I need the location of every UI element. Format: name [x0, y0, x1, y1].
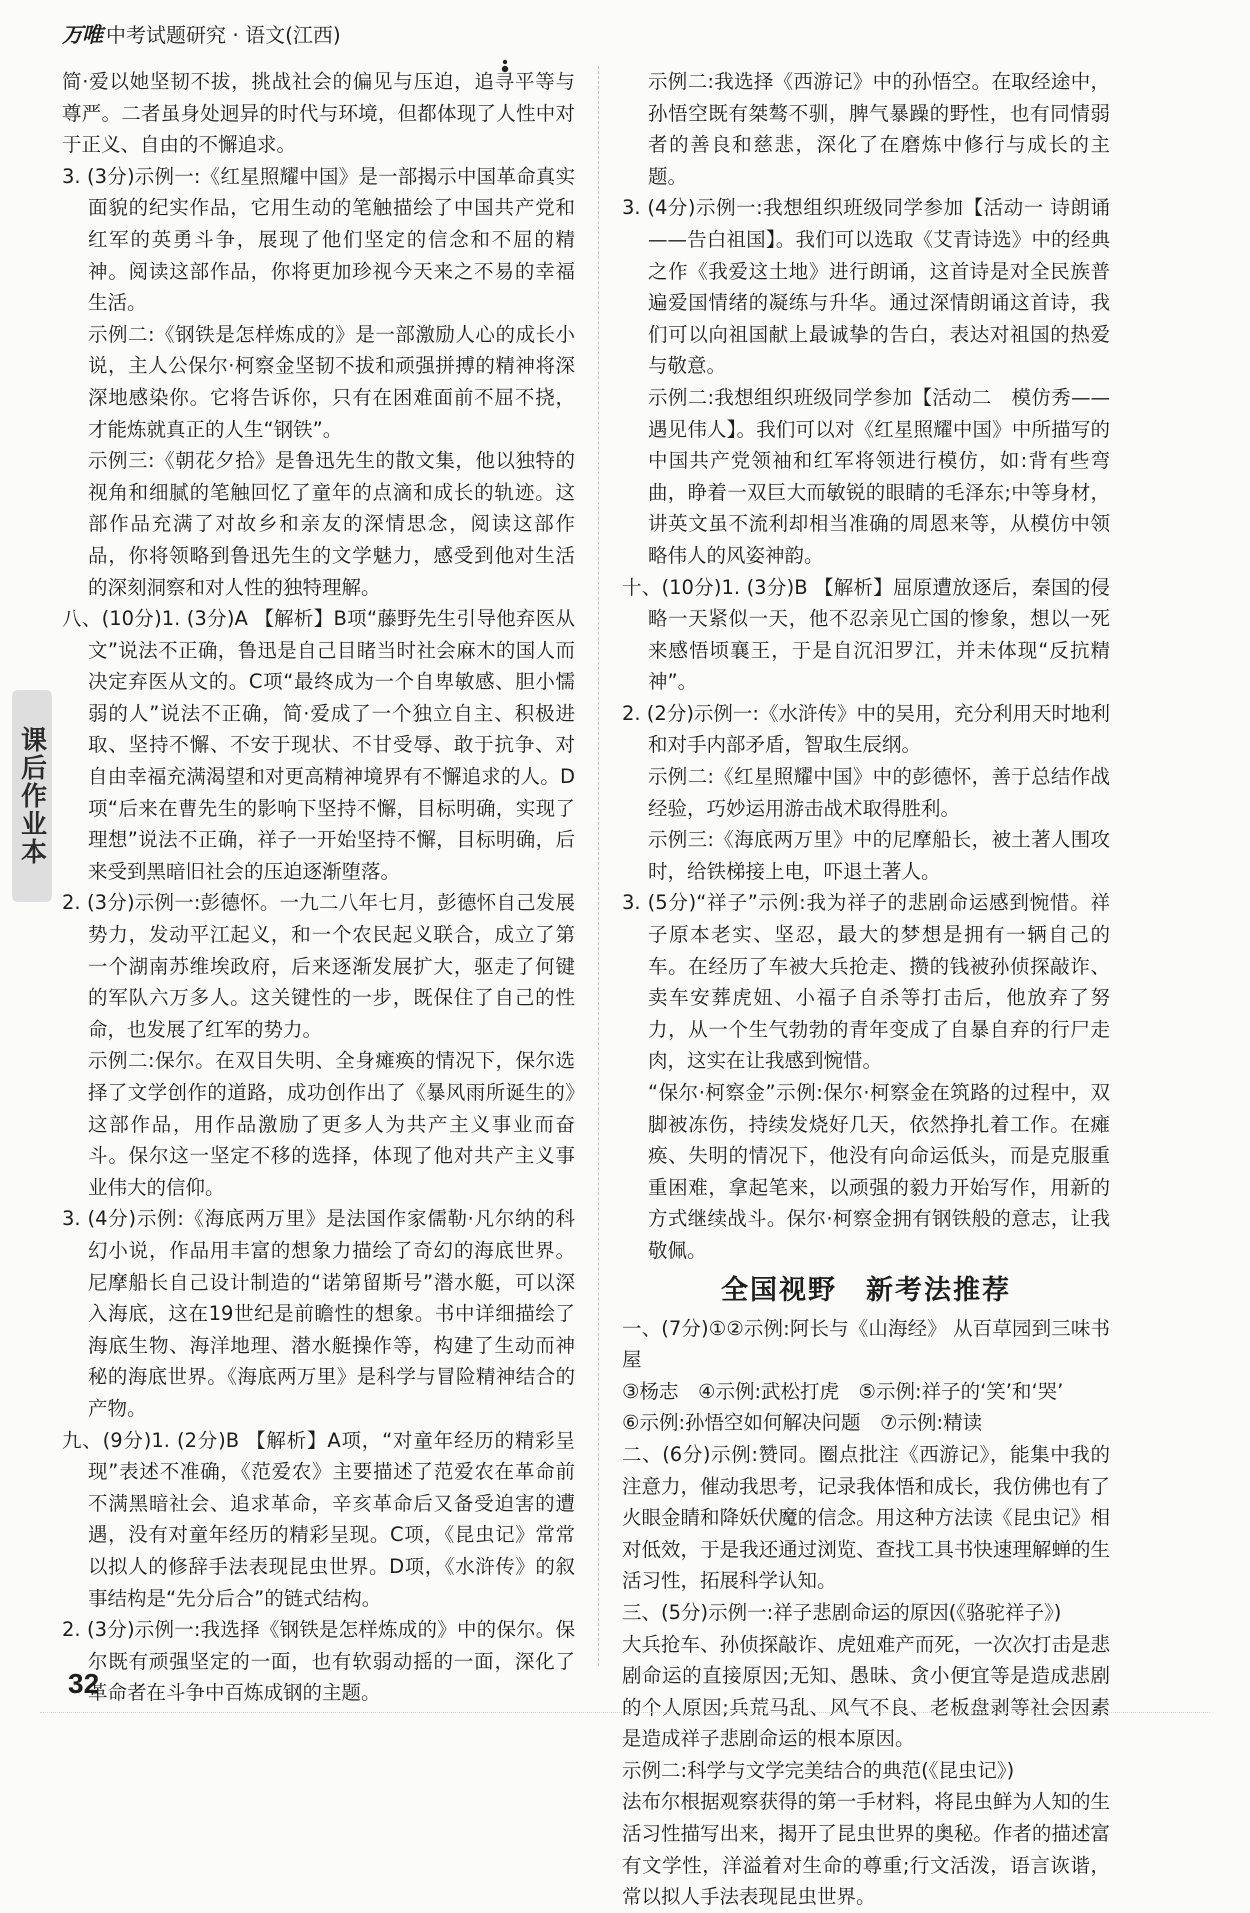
page-number: 32	[68, 1668, 100, 1699]
answer-paragraph: 示例三:《海底两万里》中的尼摩船长，被土著人围攻时，给铁梯接上电，吓退土著人。	[648, 828, 1110, 883]
answer-paragraph: 3. (4分)示例一:我想组织班级同学参加【活动一 诗朗诵——告白祖国】。我们可以选取《艾青诗选》中的经典之作《我爱这土地》进行朗诵，这首诗是对全民族普遍爱国情绪的凝练与升华。通过深情朗诵这首诗，我们可以向祖国献上最诚挚的告白，表达对祖国的热爱与敬意。	[622, 196, 1110, 378]
answer-paragraph: 示例三:《朝花夕拾》是鲁迅先生的散文集，他以独特的视角和细腻的笔触回忆了童年的点滴和成长的轨迹。这部作品充满了对故乡和亲友的深情思念，阅读这部作品，你将领略到鲁迅先生的文学魅力，感受到他对生活的深刻洞察和对人性的独特理解。	[88, 449, 575, 599]
answer-paragraph: 一、(7分)①②示例:阿长与《山海经》 从百草园到三味书屋	[622, 1316, 1110, 1372]
answer-paragraph: 3. (3分)示例一:《红星照耀中国》是一部揭示中国革命真实面貌的纪实作品，它用生动的笔触描绘了中国共产党和红军的英勇斗争，展现了他们坚定的信念和不屈的精神。阅读这部作品，你将更加珍视今天来之不易的幸福生活。	[62, 164, 575, 315]
answer-paragraph: 八、(10分)1. (3分)A 【解析】B项“藤野先生引导他弃医从文”说法不正确，鲁迅是自己目睹当时社会麻木的国人而决定弃医从文的。C项“最终成为一个自卑敏感、胆小懦弱的人”说法不正确，简·爱成了一个独立自主、积极进取、坚持不懈、不安于现状、不甘受辱、敢于抗争、对自由幸福充满渴望和对更高精神境界有不懈追求的人。D项“后来在曹先生的影响下坚持不懈，目标明确，实现了理想”说法不正确，祥子一开始坚持不懈，目标明确，后来受到黑暗旧社会的压迫逐渐堕落。	[62, 607, 575, 883]
answer-paragraph: 十、(10分)1. (3分)B 【解析】屈原遭放逐后，秦国的侵略一天紧似一天，他不忍亲见亡国的惨象，想以一死来感悟顷襄王，于是自沉汨罗江，并未体现“反抗精神”。	[622, 575, 1110, 694]
answer-paragraph: 2. (3分)示例一:彭德怀。一九二八年七月，彭德怀自己发展势力，发动平江起义，和一个农民起义联合，成立了第一个湖南苏维埃政府，后来逐渐发展扩大，驱走了何键的军队六万多人。这关键性的一步，既保住了自己的性命，也发展了红军的势力。	[62, 891, 575, 1041]
answer-paragraph: 大兵抢车、孙侦探敲诈、虎妞难产而死，一次次打击是悲剧命运的直接原因;无知、愚昧、贪小便宜等是造成悲剧的个人原因;兵荒马乱、风气不良、老板盘剥等社会因素是造成祥子悲剧命运的根本原因。	[622, 1632, 1110, 1751]
page-header	[62, 20, 622, 50]
side-tab-label: 课后作业本	[16, 726, 47, 866]
right-column	[622, 66, 1110, 1913]
header-title: 中考试题研究 · 语文(江西)	[106, 23, 341, 47]
answer-paragraph: 示例二:我选择《西游记》中的孙悟空。在取经途中，孙悟空既有桀骜不驯，脾气暴躁的野性，也有同情弱者的善良和慈悲，深化了在磨炼中修行与成长的主题。	[648, 70, 1110, 188]
right-column-new-methods	[622, 1313, 1110, 1913]
answer-paragraph: 九、(9分)1. (2分)B 【解析】A项，“对童年经历的精彩呈现”表述不准确，《范爱农》主要描述了范爱农在革命前不满黑暗社会、追求革命，辛亥革命后又备受迫害的遭遇，没有对童年经历的精彩呈现。C项，《昆虫记》常常以拟人的修辞手法表现昆虫世界。D项，《水浒传》的叙事结构是“先分后合”的链式结构。	[62, 1428, 575, 1610]
column-divider	[598, 66, 599, 1666]
right-column-answers	[622, 66, 1110, 1267]
answer-paragraph: 示例二:《红星照耀中国》中的彭德怀，善于总结作战经验，巧妙运用游击战术取得胜利。	[648, 765, 1110, 820]
left-column	[62, 66, 575, 1709]
answer-paragraph: 2. (2分)示例一:《水浒传》中的吴用，充分利用天时地利和对手内部矛盾，智取生辰纲。	[622, 701, 1110, 757]
answer-paragraph: 二、(6分)示例:赞同。圈点批注《西游记》，能集中我的注意力，催动我思考，记录我体悟和成长，我仿佛也有了火眼金睛和降妖伏魔的信念。用这种方法读《昆虫记》相对低效，于是我还通过浏览、查找工具书快速理解蝉的生活习性，拓展科学认知。	[622, 1442, 1110, 1593]
answer-paragraph: “保尔·柯察金”示例:保尔·柯察金在筑路的过程中，双脚被冻伤，持续发烧好几天，依然挣扎着工作。在瘫痪、失明的情况下，他没有向命运低头，而是克服重重困难，拿起笔来，以顽强的毅力开始写作，用新的方式继续战斗。保尔·柯察金拥有钢铁般的意志，让我敬佩。	[648, 1081, 1110, 1262]
answer-paragraph: ③杨志 ④示例:武松打虎 ⑤示例:祥子的‘笑’和‘哭’	[622, 1379, 1064, 1403]
answer-paragraph: 示例二:《钢铁是怎样炼成的》是一部激励人心的成长小说，主人公保尔·柯察金坚韧不拔和顽强拼搏的精神将深深地感染你。它将告诉你，只有在困难面前不屈不挠，才能炼就真正的人生“钢铁”。	[88, 322, 575, 441]
footer-rule	[40, 1712, 1210, 1713]
side-tab	[12, 690, 52, 902]
answer-paragraph: 三、(5分)示例一:祥子悲剧命运的原因(《骆驼祥子》)	[622, 1600, 1062, 1624]
brand-logo: 万唯	[62, 23, 102, 47]
answer-paragraph: 示例二:我想组织班级同学参加【活动二 模仿秀——遇见伟人】。我们可以对《红星照耀中国》中所描写的中国共产党领袖和红军将领进行模仿，如:背有些弯曲，睁着一双巨大而敏锐的眼睛的毛泽东;中等身材，讲英文虽不流利却相当准确的周恩来等，从模仿中领略伟人的风姿神韵。	[648, 385, 1110, 567]
answer-paragraph: 2. (3分)示例一:我选择《钢铁是怎样炼成的》中的保尔。保尔既有顽强坚定的一面，也有软弱动摇的一面，深化了革命者在斗争中百炼成钢的主题。	[62, 1618, 575, 1705]
answer-paragraph: 简·爱以她坚韧不拔，挑战社会的偏见与压迫，追寻平等与尊严。二者虽身处迥异的时代与环境，但都体现了人性中对于正义、自由的不懈追求。	[62, 70, 575, 157]
answer-paragraph: ⑥示例:孙悟空如何解决问题 ⑦示例:精读	[622, 1411, 983, 1435]
answer-paragraph: 法布尔根据观察获得的第一手材料，将昆虫鲜为人知的生活习性描写出来，揭开了昆虫世界的奥秘。作者的描述富有文学性，洋溢着对生命的尊重;行文活泼，语言诙谐，常以拟人手法表现昆虫世界。	[622, 1790, 1110, 1909]
answer-paragraph: 3. (4分)示例:《海底两万里》是法国作家儒勒·凡尔纳的科幻小说，作品用丰富的想象力描绘了奇幻的海底世界。尼摩船长自己设计制造的“诺第留斯号”潜水艇，可以深入海底，这在19世纪是前瞻性的想象。书中详细描绘了海底生物、海洋地理、潜水艇操作等，构建了生动而神秘的海底世界。《海底两万里》是科学与冒险精神结合的产物。	[62, 1207, 575, 1420]
answer-paragraph: 示例二:科学与文学完美结合的典范(《昆虫记》)	[622, 1758, 1015, 1782]
section-title: 全国视野 新考法推荐	[721, 1274, 1011, 1306]
answer-paragraph: 3. (5分)“祥子”示例:我为祥子的悲剧命运感到惋惜。祥子原本老实、坚忍，最大的梦想是拥有一辆自己的车。在经历了车被大兵抢走、攒的钱被孙侦探敲诈、卖车安葬虎妞、小福子自杀等打击后，他放弃了努力，从一个生气勃勃的青年变成了自暴自弃的行尸走肉，这实在让我感到惋惜。	[622, 891, 1110, 1073]
answer-paragraph: 示例二:保尔。在双目失明、全身瘫痪的情况下，保尔选择了文学创作的道路，成功创作出了《暴风雨所诞生的》这部作品，用作品激励了更多人为共产主义事业而奋斗。保尔这一坚定不移的选择，体现了他对共产主义事业伟大的信仰。	[88, 1049, 575, 1199]
